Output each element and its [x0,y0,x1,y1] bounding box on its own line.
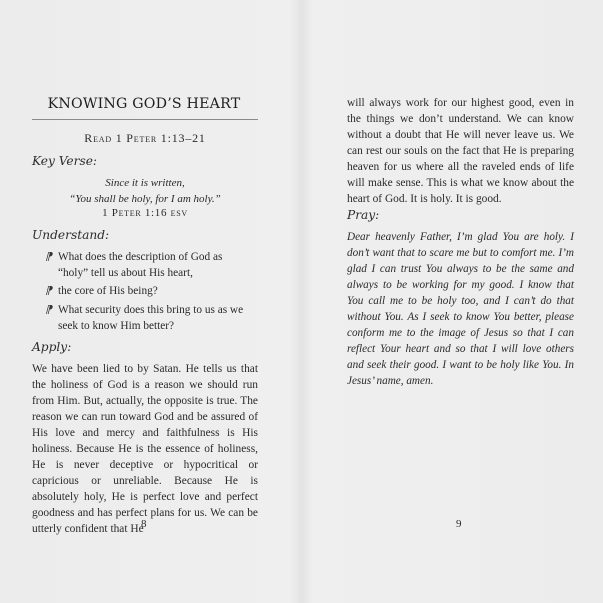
understand-heading: Understand: [32,228,110,242]
apply-heading: Apply: [32,340,72,354]
prayer-paragraph: Dear heavenly Father, I’m glad You are holy. I don’t want that to scare me but to comfort me. I’m glad I can trust You always to be the same and always to be working for my good. I know that You call me to be holy too, and I can’t do that without You. As I seek to know You better, please conform me to the image of Jesus so that I can reflect Your heart and so that I will love others and seek their good. I want to be holy like You. In Jesus’ name, amen. [347,231,574,387]
question-item [45,249,258,281]
continued-paragraph: will always work for our highest good, even in the things we don’t understand. We can know without a doubt that He will never leave us. We can rest our souls on the fact that He is preparing heaven for us where all the raveled ends of life will make sense. This is what we know about the heart of God. It is holy. It is good. [347,97,574,205]
question-line: What does the description of God as [58,251,223,263]
page-number: 9 [456,518,462,530]
question-item [45,302,258,334]
question-line: What security does this bring to us as we [58,304,244,316]
question-line: seek to know Him better? [58,320,175,332]
page-number: 8 [141,518,147,530]
title-divider [32,119,258,120]
question-line: “holy” tell us about His heart, [58,267,193,279]
pilcrow-bullet-icon: ⁋ [45,251,52,263]
key-verse-line-2: “You shall be holy, for I am holy.” [69,193,221,205]
left-page [0,0,300,603]
page-title: KNOWING GOD’S HEART [47,96,241,112]
reading-reference: Read 1 Peter 1:13–21 [84,131,206,145]
key-verse-line-1: Since it is written, [105,177,185,189]
question-line: the core of His being? [58,285,158,297]
apply-paragraph: We have been lied to by Satan. He tells us that the holiness of God is a reason we should run from Him. But, actually, the opposite is true. The reason we can run toward God and be assured of His love and mercy and faithfulness is His holiness. Because He is the essence of holiness, He is never deceptive or hypocritical or capricious or unreliable. Because He is absolutely holy, He is perfect love and perfect goodness and has perfect plans for us. We can be utterly confident that He [32,363,258,535]
key-verse-heading: Key Verse: [32,154,98,168]
pilcrow-bullet-icon: ⁋ [45,285,52,297]
key-verse-citation: 1 Peter 1:16 esv [102,207,188,219]
pray-heading: Pray: [347,208,380,222]
pilcrow-bullet-icon: ⁋ [45,304,52,316]
question-item [45,283,258,299]
